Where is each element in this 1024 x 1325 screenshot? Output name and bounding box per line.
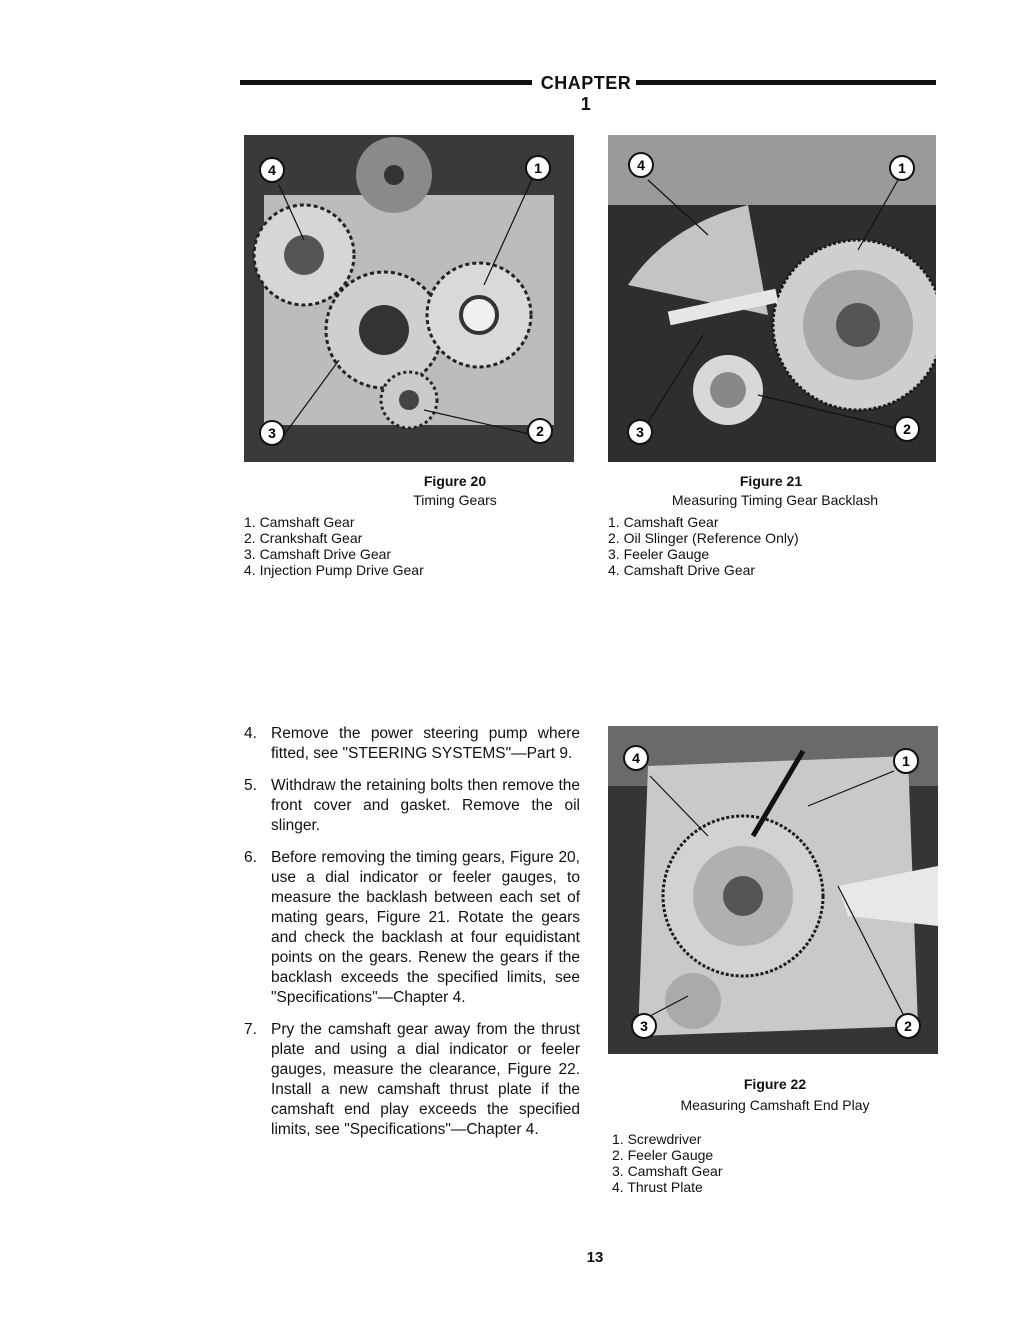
figure-21-title: Figure 21: [739, 473, 803, 489]
legend-item: 2. Oil Slinger (Reference Only): [608, 530, 799, 546]
header-rule-right: [636, 80, 936, 85]
step-item: 6. Before removing the timing gears, Figure 20, use a dial indicator or feeler gauges, to measure the backlash between each set of mating gears, Figure 21. Rotate the gears and check the backlash at four equidistant points on the gears. Renew the gears if the backlash exceeds the specified limits, see "Specifications"—Chapter 4.: [244, 849, 580, 1006]
fig20-callout-4: 4: [268, 162, 276, 178]
figure-20-title: Figure 20: [423, 473, 487, 489]
chapter-heading: CHAPTER 1: [540, 73, 632, 114]
step-item: 5. Withdraw the retaining bolts then remove the front cover and gasket. Remove the oil slinger.: [244, 777, 580, 834]
header-rule-left: [240, 80, 532, 85]
fig22-callout-1: 1: [902, 753, 910, 769]
legend-item: 2. Crankshaft Gear: [244, 530, 363, 546]
fig22-callout-3: 3: [640, 1018, 648, 1034]
legend-item: 1. Screwdriver: [612, 1131, 702, 1147]
procedure-steps: [244, 724, 580, 1152]
fig21-callout-1: 1: [898, 160, 906, 176]
legend-item: 4. Thrust Plate: [612, 1179, 703, 1195]
figure-22-subtitle: Measuring Camshaft End Play: [680, 1097, 870, 1113]
fig20-callout-1: 1: [534, 160, 542, 176]
figure-20-subtitle: Timing Gears: [413, 492, 497, 508]
legend-item: 3. Camshaft Gear: [612, 1163, 723, 1179]
fig22-callout-4: 4: [632, 750, 640, 766]
fig21-callout-4: 4: [637, 157, 645, 173]
legend-item: 4. Injection Pump Drive Gear: [244, 562, 424, 578]
fig20-callout-2: 2: [536, 423, 544, 439]
legend-item: 3. Feeler Gauge: [608, 546, 710, 562]
fig20-callout-3: 3: [268, 425, 276, 441]
fig21-callout-2: 2: [903, 421, 911, 437]
figure-22-photo: [608, 726, 938, 1054]
figure-20-photo: [244, 135, 574, 462]
legend-item: 1. Camshaft Gear: [608, 514, 719, 530]
step-item: 4. Remove the power steering pump where fitted, see "STEERING SYSTEMS"—Part 9.: [244, 725, 580, 762]
legend-item: 2. Feeler Gauge: [612, 1147, 714, 1163]
page-number: 13: [586, 1249, 604, 1266]
figure-21-legend: [608, 514, 799, 578]
figure-21-subtitle: Measuring Timing Gear Backlash: [671, 492, 879, 508]
fig21-callout-3: 3: [636, 424, 644, 440]
figure-22-title: Figure 22: [743, 1076, 807, 1092]
legend-item: 1. Camshaft Gear: [244, 514, 355, 530]
figure-20-legend: [244, 514, 424, 578]
step-item: 7. Pry the camshaft gear away from the thrust plate and using a dial indicator or feeler gauges, measure the clearance, Figure 22. Install a new camshaft thrust plate if the camshaft end play exceeds the specified limits, see "Specifications"—Chapter 4.: [244, 1021, 580, 1138]
legend-item: 4. Camshaft Drive Gear: [608, 562, 756, 578]
figure-21-photo: [608, 135, 936, 462]
legend-item: 3. Camshaft Drive Gear: [244, 546, 392, 562]
fig22-callout-2: 2: [904, 1018, 912, 1034]
figure-22-legend: [612, 1131, 723, 1195]
